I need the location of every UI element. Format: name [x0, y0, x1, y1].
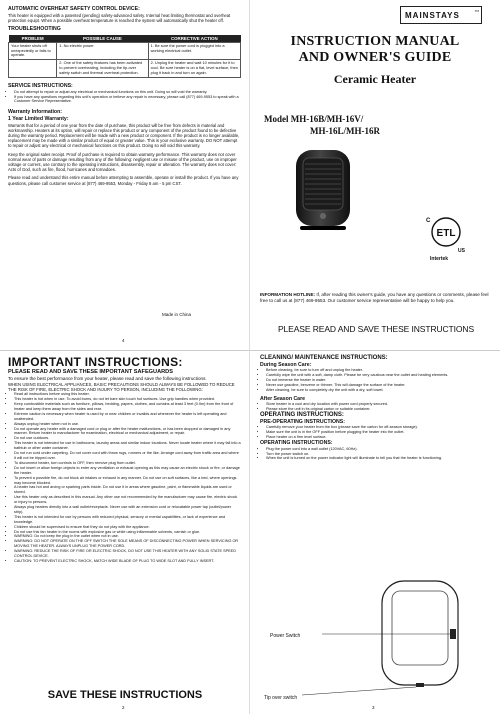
brand-name: MAINSTAYS	[405, 11, 460, 20]
power-switch-icon	[450, 629, 456, 639]
list-item: • WARNING: Do not keep the plug in the outlet when not in use.	[14, 534, 241, 539]
hotline-title: INFORMATION HOTLINE:	[260, 292, 316, 297]
read-text: Please read and understand this entire manual before attempting to assemble, operate or install the product. If you have any questions, please call customer service at (877) 469-9553, Monday - Friday 8 am - 5 pm CST.	[8, 175, 239, 186]
heater-diagram	[262, 573, 488, 703]
troubleshooting-title: TROUBLESHOOTING	[8, 26, 61, 32]
receipt-text: Keep the original sales receipt. Proof of purchase is required to obtain warranty performance. This warranty does not cover normal wear of parts or damage resulting from any of the following: negligent use or misuse of the product, use on improper voltage or current, use contrary to the operating instructions, disassembly, repair or alteration. The warranty does not cover: Acts of God, such as fire, flood, hurricanes and tornadoes.	[8, 151, 237, 173]
made-in-label: Made in China	[162, 312, 192, 317]
list-item: • Please store the unit in its original carton or suitable container.	[266, 407, 490, 412]
tip-over-leader	[302, 687, 416, 695]
model-line-1: Model MH-16B/MH-16V/	[264, 114, 364, 124]
table-row	[9, 42, 241, 60]
hotline-text: If, after reading this owner's guide, you have any questions or comments, please feel free to call us at (877) 469-9553. Our customer service representative will be happy to help you.	[260, 292, 489, 303]
tip-over-label: Tip over switch	[264, 695, 298, 701]
table-header: POSSIBLE CAUSE	[57, 35, 148, 43]
table-header-row	[9, 35, 241, 43]
power-switch-label: Power Switch	[270, 633, 301, 639]
warranty-text: Warrants that for a period of one year from the date of purchase, this product will be free from defects in material and workmanship. Heaters at its option, will repair or replace this product or any component of the product found to be defective during the warranty period. Replacement will be made with a new product or component. If the product is no longer available, replacement may be made with a similar product of equal or greater value. This is your exclusive warranty. DO NOT attempt to repair or adjust any electrical or mechanical functions on this product. Doing so will void this warranty.	[8, 122, 240, 149]
list-item: • If you have any questions regarding this unit's operation or believe any repair is necessary, please call (877) 469-9553 to speak with a Customer Service Representative.	[14, 95, 241, 105]
table-header: CORRECTIVE ACTION	[148, 35, 240, 43]
list-item: • Place heater on a firm level surface.	[266, 435, 490, 440]
list-item: • This heater is not intended for use in bathrooms, laundry areas and similar indoor locations. Never locate heater where it may fall into a bathtub or other water container.	[14, 441, 241, 451]
brand-logo	[400, 6, 482, 24]
table-cell: 2. One of the safety features has been activated to prevent overheating, including the tip-over safety switch and thermal overheat protection.	[57, 60, 148, 78]
cert-mark-c: C	[426, 218, 431, 224]
warranty-title: Warranty Information:	[8, 109, 62, 116]
troubleshooting-table	[8, 35, 241, 78]
list-item: • Do not attempt to repair or adjust any electrical or mechanical functions on this unit. Doing so will void the warranty.	[14, 90, 241, 95]
table-cell: 1. No electric power.	[57, 42, 148, 60]
list-item: • Do not insert or allow foreign objects to enter any ventilation or exhaust opening as this may cause an electric shock or fire, or damage the heater.	[14, 466, 241, 476]
during-season-title: During Season Care:	[260, 361, 312, 368]
table-row	[9, 60, 241, 78]
list-item: • After cleaning, be sure to completely dry the unit with a dry, soft towel.	[266, 388, 490, 393]
service-title: SERVICE INSTRUCTIONS:	[8, 83, 73, 90]
list-item: • Store heater in a cool and dry location with power cord properly secured.	[266, 402, 490, 407]
list-item: • CAUTION: TO PREVENT ELECTRIC SHOCK, MATCH WIDE BLADE OF PLUG TO WIDE SLOT AND FULLY INSERT.	[14, 559, 241, 564]
table-cell	[9, 60, 57, 78]
list-item: • Use this heater only as described in this manual. Any other use not recommended by the manufacturer may cause fire, electric shock or injury to persons.	[14, 495, 241, 505]
page-number: 3	[372, 705, 375, 710]
during-season-list	[260, 368, 490, 393]
tip-over-switch-icon	[416, 683, 424, 687]
list-item: • Extreme caution is necessary when heater is used by or near children or invalids and whenever the heater is left operating and unattended.	[14, 412, 241, 422]
list-item: • To disconnect heater, turn controls to OFF, then remove plug from outlet.	[14, 461, 241, 466]
title-line-1: INSTRUCTION MANUAL	[290, 34, 460, 49]
cert-label: Intertek	[430, 256, 449, 262]
table-cell: 2. Unplug the heater and wait 10 minutes for it to cool. Be sure heater is on a flat, level surface, then plug it back in and turn on again.	[148, 60, 240, 78]
list-item: • Never use gasoline, benzene or thinner. This will damage the surface of the heater.	[266, 383, 490, 388]
page-number: 2	[122, 705, 125, 710]
table-header: PROBLEM	[9, 35, 57, 43]
list-item: • Do not run cord under carpeting. Do not cover cord with throw rugs, runners or the like. Arrange cord away from traffic area and where it will not be tripped over.	[14, 451, 241, 461]
page-number: 4	[122, 338, 125, 343]
list-item: • Always unplug heater when not in use.	[14, 422, 241, 427]
list-item: • Always plug heaters directly into a wall outlet/receptacle. Never use with an extension cord or relocatable power tap (outlet/power strip).	[14, 505, 241, 515]
cover-title-block	[250, 34, 500, 86]
list-item: • Before cleaning, be sure to turn off and unplug the heater.	[266, 368, 490, 373]
important-intro: To ensure the best performance from your heater, please read and save the following instructions.	[8, 376, 207, 381]
important-title: IMPORTANT INSTRUCTIONS:	[8, 355, 183, 369]
list-item: • Keep combustible materials such as furniture, pillows, bedding, papers, clothes, and curtains at least 3 feet (0.9m) from the front of heater and keep them away from the sides and rear.	[14, 402, 241, 412]
list-item: • This heater is not intended for use by persons with reduced physical, sensory or mental capabilities, or lack of experience and knowledge.	[14, 515, 241, 525]
list-item: • Turn the power switch on.	[266, 452, 490, 457]
list-item: • Children should be supervised to ensure that they do not play with the appliance.	[14, 525, 241, 530]
operating-title: OPERATING INSTRUCTIONS:	[260, 412, 344, 419]
cert-mark-us: US	[458, 248, 465, 254]
list-item: • Make sure the unit is in the OFF position before plugging the heater into the outlet.	[266, 430, 490, 435]
list-item: • Carefully wipe the unit with a soft, damp cloth. Please be very cautious near the outlet and heating elements.	[266, 373, 490, 378]
pre-operating-list	[260, 425, 490, 440]
overheat-text: This heater is equipped with a patented (pending) safety-advanced safety. Internal heat limiting thermostat and overheat protection equipt. When a possible overheat temperature is reached the system will automatically shut the heater off.	[8, 12, 231, 23]
save-instructions-title: SAVE THESE INSTRUCTIONS	[47, 689, 203, 701]
list-item: • Do not use outdoors.	[14, 436, 241, 441]
page-three	[250, 350, 500, 714]
hotline-block	[260, 292, 492, 303]
caps-intro: WHEN USING ELECTRICAL APPLIANCES, BASIC PRECAUTIONS SHOULD ALWAYS BE FOLLOWED TO REDUCE THE RISK OF FIRE, ELECTRIC SHOCK AND INJURY TO PERSON, INCLUDING THE FOLLOWING:	[8, 381, 235, 392]
list-item: • Plug the power cord into a wall outlet (120VAC, 60Hz).	[266, 447, 490, 452]
list-item: • WARNING: DO NOT OPERATE ON THE OFF SWITCH THE SOLE MEANS OF DISCONNECTING POWER WHEN SERVICING OR MOVING THE HEATER. ALWAYS UNPLUG THE POWER CORD.	[14, 539, 241, 549]
list-item: • A heater has hot and arcing or sparking parts inside. Do not use it in areas where gasoline, paint, or flammable liquids are used or stored.	[14, 485, 241, 495]
list-item: • Do not immerse the heater in water.	[266, 378, 490, 383]
after-season-list	[260, 402, 490, 412]
cert-mark-etl: ETL	[436, 228, 456, 239]
trademark-symbol: TM	[474, 9, 479, 13]
cleaning-title: CLEANING/ MAINTENANCE INSTRUCTIONS:	[260, 355, 388, 361]
heater-image	[290, 146, 356, 234]
operating-list	[260, 447, 490, 462]
table-cell: 1. Be sure the power cord is plugged into a working electrical outlet.	[148, 42, 240, 60]
product-name: Ceramic Heater	[333, 72, 417, 86]
cover-page	[250, 0, 500, 350]
safeguard-list	[8, 392, 241, 564]
title-line-2: AND OWNER'S GUIDE	[298, 50, 452, 65]
overheat-title: AUTOMATIC OVERHEAT SAFETY CONTROL DEVICE:	[8, 6, 140, 12]
list-item: • WARNING: REDUCE THE RISK OF FIRE OR ELECTRIC SHOCK, DO NOT USE THIS HEATER WITH ANY SOLID STATE SPEED CONTROL DEVICE.	[14, 549, 241, 559]
page-four	[0, 0, 250, 350]
warranty-subtitle: 1 Year Limited Warranty:	[8, 115, 69, 122]
service-list	[8, 90, 241, 105]
list-item: • This heater is hot when in use. To avoid burns, do not let bare skin touch hot surfaces. Use grip handles when provided.	[14, 397, 241, 402]
after-season-title: After Season Care	[260, 395, 305, 402]
please-read-banner: PLEASE READ AND SAVE THESE INSTRUCTIONS	[277, 324, 475, 334]
list-item: • Do not use this fan heater in the rooms with explosive gas or while using inflammable solvents, varnish or glue.	[14, 530, 241, 535]
op-instructions-title: OPERATING INSTRUCTIONS:	[260, 440, 333, 447]
table-cell: Your heater shuts off unexpectedly or fails to operate.	[9, 42, 57, 60]
list-item: • When the unit is turned on the power indicator light will illuminate to tell you that the heater is functioning.	[266, 456, 490, 461]
page-two	[0, 350, 250, 714]
model-line-2: MH-16L/MH-16R	[310, 126, 380, 136]
pre-operating-title: PRE-OPERATING INSTRUCTIONS:	[260, 418, 345, 425]
important-subtitle: PLEASE READ AND SAVE THESE IMPORTANT SAFEGUARDS	[8, 369, 173, 375]
list-item: • Do not operate any heater with a damaged cord or plug or after the heater malfunctions, or has been dropped or damaged in any manner. Return heater to manufacturer for examination, electrical or mechanical adjustment, or repair.	[14, 427, 241, 437]
list-item: • To prevent a possible fire, do not block air intakes or exhaust in any manner. Do not use on soft surfaces, like a bed, where openings may become blocked.	[14, 476, 241, 486]
list-item: • Read all instructions before using this heater.	[14, 392, 241, 397]
list-item: • Carefully remove your heater from the box (please save the carton for off-season storage).	[266, 425, 490, 430]
heater-outline	[382, 581, 458, 685]
